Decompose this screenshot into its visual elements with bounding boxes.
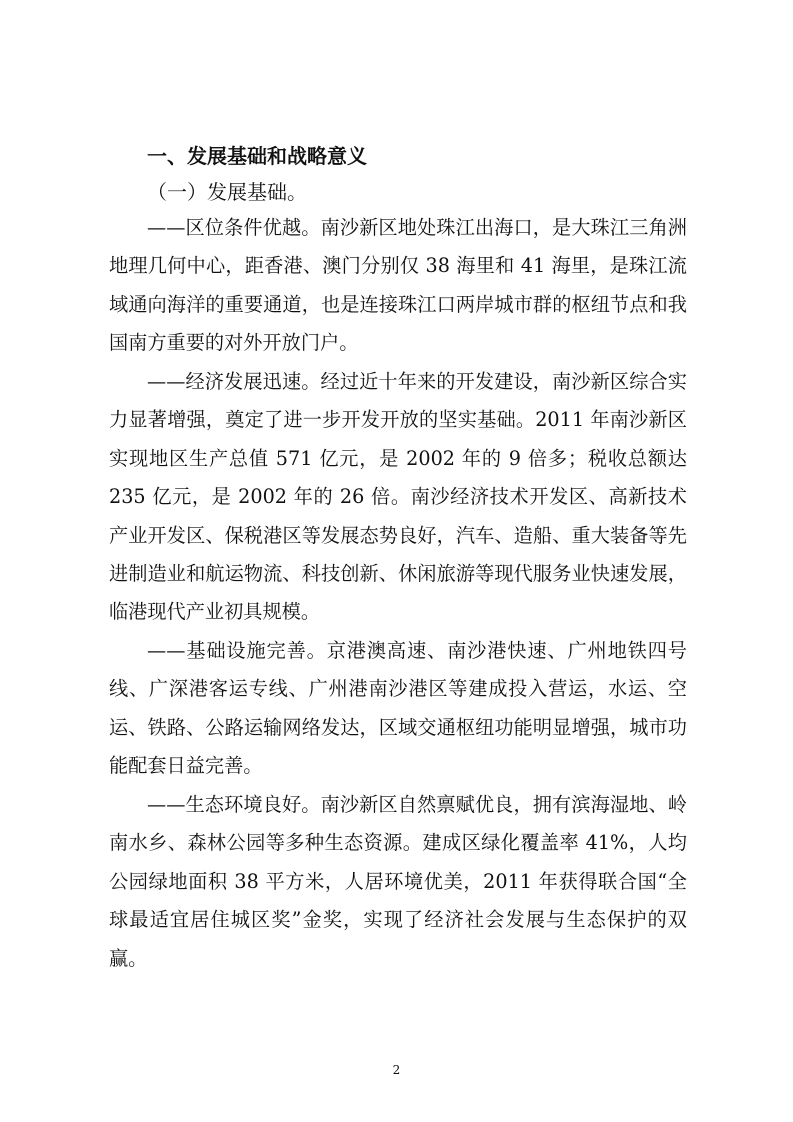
section-heading: 一、发展基础和战略意义 <box>147 144 367 168</box>
paragraph-infrastructure: ——基础设施完善。京港澳高速、南沙港快速、广州地铁四号线、广深港客运专线、广州港南沙港区等建成投入营运，水运、空运、铁路、公路运输网络发达，区域交通枢纽功能明显增强，城市功能配套日益完善。 <box>109 639 687 778</box>
paragraph-location: ——区位条件优越。南沙新区地处珠江出海口，是大珠江三角洲地理几何中心，距香港、澳门分别仅 38 海里和 41 海里，是珠江流域通向海洋的重要通道，也是连接珠江口两岸城市群的枢纽节点和我国南方重要的对外开放门户。 <box>109 216 687 355</box>
subsection-heading: （一）发展基础。 <box>147 180 307 204</box>
paragraph-economy: ——经济发展迅速。经过近十年来的开发建设，南沙新区综合实力显著增强，奠定了进一步开发开放的坚实基础。2011 年南沙新区实现地区生产总值 571 亿元，是 2002 年的 9 倍多；税收总额达 235 亿元，是 2002 年的 26 倍。南沙经济技术开发区、高新技术产业开发区、保税港区等发展态势良好，汽车、造船、重大装备等先进制造业和航运物流、科技创新、休闲旅游等现代服务业快速发展，临港现代产业初具规模。 <box>109 370 687 624</box>
paragraph-ecology: ——生态环境良好。南沙新区自然禀赋优良，拥有滨海湿地、岭南水乡、森林公园等多种生态资源。建成区绿化覆盖率 41%，人均公园绿地面积 38 平方米，人居环境优美，2011 年获得联合国“全球最适宜居住城区奖”金奖，实现了经济社会发展与生态保护的双赢。 <box>109 793 687 970</box>
page-number: 2 <box>392 1063 401 1077</box>
